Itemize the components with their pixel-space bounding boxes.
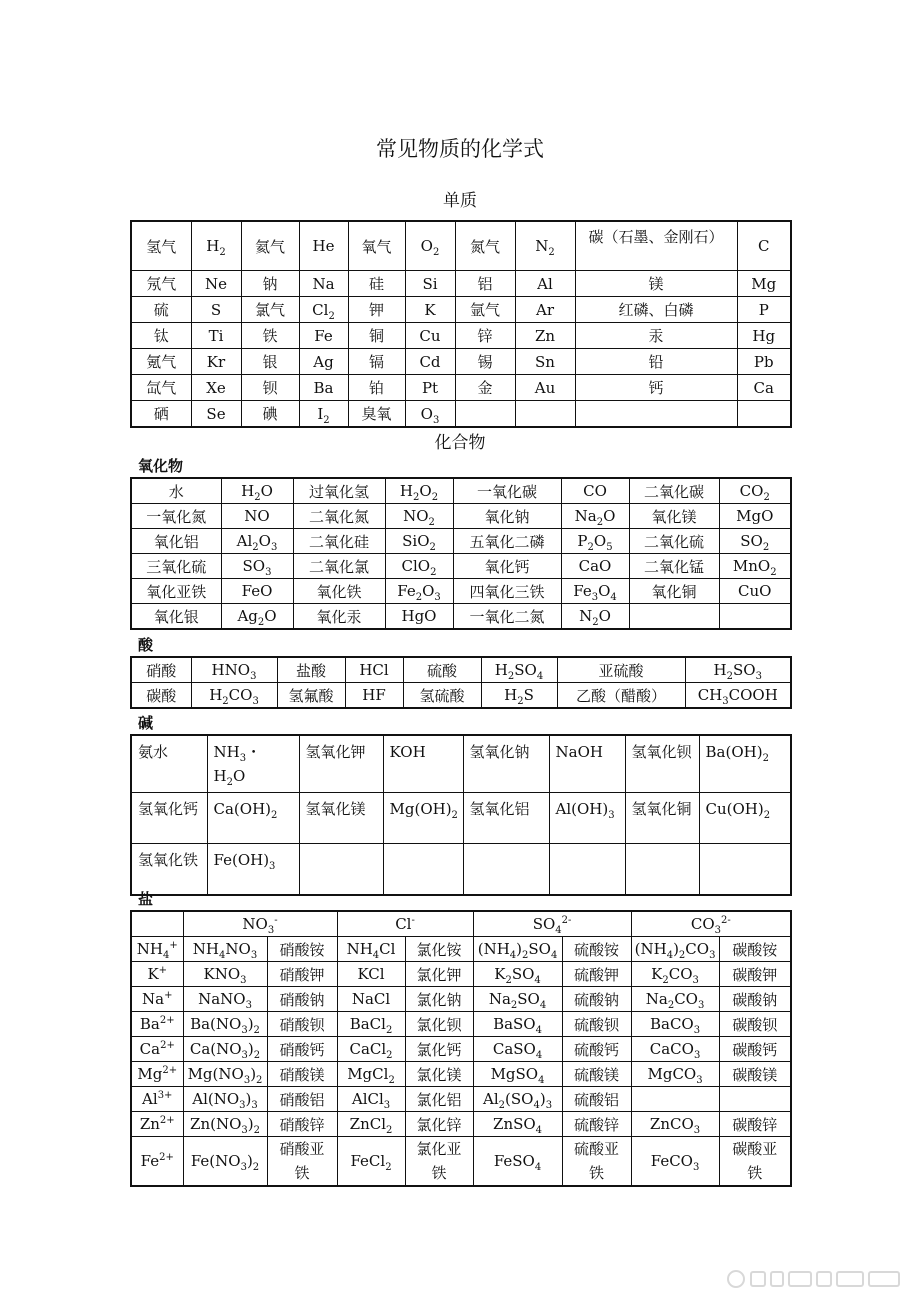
substance-name: 氦气 [241, 221, 299, 271]
chemical-formula [699, 844, 791, 896]
substance-name: 二氧化氮 [293, 504, 385, 529]
chemical-formula: $Fe_3O_4$ [561, 579, 629, 604]
chemical-formula: $H_2S$ [481, 683, 557, 709]
table-row [131, 579, 791, 604]
substance-name: 氧化银 [131, 604, 221, 630]
chemical-formula: Ar [515, 297, 575, 323]
cation-cell: $Ba^{2+}$ [131, 1012, 183, 1037]
substance-name: 氙气 [131, 375, 191, 401]
salt-name: 硝酸钙 [267, 1037, 337, 1062]
salt-name: 硫酸锌 [562, 1112, 631, 1137]
substance-name: 氯气 [241, 297, 299, 323]
chemical-formula: $Ca(NO_3)_2$ [183, 1037, 267, 1062]
chemical-formula: Ca [737, 375, 791, 401]
chemical-formula: $Na_2O$ [561, 504, 629, 529]
substance-name: 五氧化二磷 [453, 529, 561, 554]
salt-name: 碳酸锌 [719, 1112, 791, 1137]
substance-name: 铅 [575, 349, 737, 375]
chemical-formula: $K_2SO_4$ [473, 962, 562, 987]
substance-name: 钠 [241, 271, 299, 297]
chemical-formula: $N_2O$ [561, 604, 629, 630]
chemical-formula: CaCl$_2$ [337, 1037, 405, 1062]
anion-header: Cl- [337, 911, 473, 937]
chemical-formula: $Mg(NO_3)_2$ [183, 1062, 267, 1087]
elements-table [130, 220, 792, 428]
chemical-formula: $Ba(OH)_2$ [699, 735, 791, 793]
salt-name: 硫酸铝 [562, 1087, 631, 1112]
substance-name: 铁 [241, 323, 299, 349]
chemical-formula: $HNO_3$ [191, 657, 277, 683]
substance-name: 二氧化硫 [629, 529, 719, 554]
chemical-formula: ZnCl$_2$ [337, 1112, 405, 1137]
salt-name: 硝酸镁 [267, 1062, 337, 1087]
substance-name: 氢气 [131, 221, 191, 271]
substance-name [463, 844, 549, 896]
table-row [131, 375, 791, 401]
chemical-formula: NaCl [337, 987, 405, 1012]
cation-cell: K+ [131, 962, 183, 987]
substance-name: 氢硫酸 [403, 683, 481, 709]
chemical-formula: $H_2O_2$ [385, 478, 453, 504]
substance-name: 硅 [348, 271, 405, 297]
chemical-formula: $H_2$ [191, 221, 241, 271]
substance-name: 氖气 [131, 271, 191, 297]
table-row [131, 657, 791, 683]
chemical-formula: $NH_4NO_3$ [183, 937, 267, 962]
salt-name: 氯化钡 [405, 1012, 473, 1037]
chemical-formula: HF [345, 683, 403, 709]
table-row [131, 844, 791, 896]
chemical-formula: $CH_3COOH$ [685, 683, 791, 709]
chemical-formula: CaCO$_3$ [631, 1037, 719, 1062]
chemical-formula: $O_2$ [405, 221, 455, 271]
substance-name: 氢氧化铜 [625, 793, 699, 844]
substance-name: 一氧化二氮 [453, 604, 561, 630]
chemical-formula: NO [221, 504, 293, 529]
chemical-formula: CaSO$_4$ [473, 1037, 562, 1062]
substance-name: 红磷、白磷 [575, 297, 737, 323]
substance-name: 铂 [348, 375, 405, 401]
salt-name: 硝酸铵 [267, 937, 337, 962]
chemical-formula: $H_2SO_4$ [481, 657, 557, 683]
chemical-formula: $Al_2(SO_4)_3$ [473, 1087, 562, 1112]
substance-name: 镁 [575, 271, 737, 297]
chemical-formula: Se [191, 401, 241, 428]
substance-name: 水 [131, 478, 221, 504]
salt-name: 硝酸钾 [267, 962, 337, 987]
elements-section-title: 单质 [443, 191, 477, 211]
corner-cell [131, 911, 183, 937]
acids-title: 酸 [138, 636, 154, 654]
table-row [131, 504, 791, 529]
salt-name: 氯化铵 [405, 937, 473, 962]
chemical-formula: $SO_2$ [719, 529, 791, 554]
chemical-formula: AlCl$_3$ [337, 1087, 405, 1112]
substance-name: 氧气 [348, 221, 405, 271]
compounds-section-title: 化合物 [434, 433, 486, 453]
substance-name: 钾 [348, 297, 405, 323]
substance-name: 四氧化三铁 [453, 579, 561, 604]
salt-name: 硝酸亚铁 [267, 1137, 337, 1187]
substance-name: 锌 [455, 323, 515, 349]
chemical-formula: NaNO$_3$ [183, 987, 267, 1012]
substance-name: 钡 [241, 375, 299, 401]
chemical-formula: K [405, 297, 455, 323]
substance-name: 氢氟酸 [277, 683, 345, 709]
chemical-formula: $Al(NO_3)_3$ [183, 1087, 267, 1112]
substance-name [575, 401, 737, 428]
substance-name: 硒 [131, 401, 191, 428]
oxides-table [130, 477, 792, 630]
chemical-formula: $KNO_3$ [183, 962, 267, 987]
chemical-formula: $I_2$ [299, 401, 348, 428]
chemical-formula: NaOH [549, 735, 625, 793]
chemical-formula: Zn [515, 323, 575, 349]
salt-name: 氯化钾 [405, 962, 473, 987]
substance-name: 一氧化碳 [453, 478, 561, 504]
substance-name: 碘 [241, 401, 299, 428]
chemical-formula: $Ag_2O$ [221, 604, 293, 630]
substance-name: 氧化铝 [131, 529, 221, 554]
substance-name: 硫酸 [403, 657, 481, 683]
table-row [131, 349, 791, 375]
salt-name: 碳酸钡 [719, 1012, 791, 1037]
table-row [131, 987, 791, 1012]
chemical-formula: Cd [405, 349, 455, 375]
table-row [131, 554, 791, 579]
chemical-formula: $Ba(NO_3)_2$ [183, 1012, 267, 1037]
chemical-formula: $H_2SO_3$ [685, 657, 791, 683]
substance-name [629, 604, 719, 630]
salt-name: 硫酸镁 [562, 1062, 631, 1087]
substance-name: 氧化汞 [293, 604, 385, 630]
chemical-formula: MgCl$_2$ [337, 1062, 405, 1087]
chemical-formula: $P_2O_5$ [561, 529, 629, 554]
salt-name: 碳酸钠 [719, 987, 791, 1012]
substance-name: 氢氧化镁 [299, 793, 383, 844]
table-row [131, 323, 791, 349]
chemical-formula: $K_2CO_3$ [631, 962, 719, 987]
substance-name: 氢氧化铁 [131, 844, 207, 896]
chemical-formula: KCl [337, 962, 405, 987]
substance-name: 氧化镁 [629, 504, 719, 529]
bases-title: 碱 [138, 714, 154, 732]
salt-name: 碳酸镁 [719, 1062, 791, 1087]
anion-header: $CO_3^{2-}$ [631, 911, 791, 937]
salt-name: 硫酸铵 [562, 937, 631, 962]
chemical-formula: $Ca(OH)_2$ [207, 793, 299, 844]
chemical-formula: FeSO$_4$ [473, 1137, 562, 1187]
chemical-formula: Fe [299, 323, 348, 349]
chemical-formula: MnO$_2$ [719, 554, 791, 579]
substance-name: 氧化铁 [293, 579, 385, 604]
chemical-formula: C [737, 221, 791, 271]
chemical-formula: Ne [191, 271, 241, 297]
salt-name: 氯化铝 [405, 1087, 473, 1112]
chemical-formula: MgSO$_4$ [473, 1062, 562, 1087]
chemical-formula: Si [405, 271, 455, 297]
chemical-formula: HgO [385, 604, 453, 630]
substance-name: 二氧化氯 [293, 554, 385, 579]
chemical-formula [515, 401, 575, 428]
chemical-formula: Al [515, 271, 575, 297]
chemical-formula: $Fe_2O_3$ [385, 579, 453, 604]
substance-name: 氨水 [131, 735, 207, 793]
substance-name: 碳酸 [131, 683, 191, 709]
chemical-formula: $Fe(NO_3)_2$ [183, 1137, 267, 1187]
salt-name: 氯化亚铁 [405, 1137, 473, 1187]
substance-name: 氧化铜 [629, 579, 719, 604]
header-row [131, 911, 791, 937]
substance-name: 氢氧化钡 [625, 735, 699, 793]
anion-header: $SO_4^{2-}$ [473, 911, 631, 937]
substance-name: 碳（石墨、金刚石） [575, 221, 737, 271]
salt-name: 硫酸钾 [562, 962, 631, 987]
substance-name: 三氧化硫 [131, 554, 221, 579]
cation-cell: $Mg^{2+}$ [131, 1062, 183, 1087]
table-row [131, 937, 791, 962]
table-row [131, 604, 791, 630]
chemical-formula: S [191, 297, 241, 323]
page-title: 常见物质的化学式 [376, 137, 544, 161]
substance-name: 钙 [575, 375, 737, 401]
substance-name [299, 844, 383, 896]
substance-name: 氢氧化铝 [463, 793, 549, 844]
table-row [131, 529, 791, 554]
substance-name: 乙酸（醋酸） [557, 683, 685, 709]
table-row [131, 1112, 791, 1137]
watermark-logo [725, 1268, 905, 1290]
salt-name: 硝酸钡 [267, 1012, 337, 1037]
chemical-formula: Ti [191, 323, 241, 349]
substance-name: 钛 [131, 323, 191, 349]
substance-name: 镉 [348, 349, 405, 375]
chemical-formula: He [299, 221, 348, 271]
salt-name: 硫酸钙 [562, 1037, 631, 1062]
chemical-formula [719, 604, 791, 630]
salt-name: 氯化钠 [405, 987, 473, 1012]
substance-name: 锡 [455, 349, 515, 375]
chemical-formula: Na [299, 271, 348, 297]
substance-name: 汞 [575, 323, 737, 349]
substance-name: 氧化钙 [453, 554, 561, 579]
chemical-formula: $(NH_4)_2SO_4$ [473, 937, 562, 962]
substance-name: 氪气 [131, 349, 191, 375]
chemical-formula: $Al(OH)_3$ [549, 793, 625, 844]
salt-name: 硫酸亚铁 [562, 1137, 631, 1187]
chemical-formula: $O_3$ [405, 401, 455, 428]
cation-cell: $Fe^{2+}$ [131, 1137, 183, 1187]
chemical-formula: Cu [405, 323, 455, 349]
substance-name: 亚硫酸 [557, 657, 685, 683]
chemical-formula: BaSO$_4$ [473, 1012, 562, 1037]
chemical-formula: $Zn(NO_3)_2$ [183, 1112, 267, 1137]
salt-name: 硝酸钠 [267, 987, 337, 1012]
chemical-formula: $Na_2CO_3$ [631, 987, 719, 1012]
chemical-formula: CO [561, 478, 629, 504]
chemical-formula: BaCl$_2$ [337, 1012, 405, 1037]
chemical-formula: $(NH_4)_2CO_3$ [631, 937, 719, 962]
chemical-formula: KOH [383, 735, 463, 793]
substance-name [625, 844, 699, 896]
substance-name: 氢氧化钾 [299, 735, 383, 793]
table-row [131, 478, 791, 504]
chemical-formula: CaO [561, 554, 629, 579]
salt-name: 硝酸铝 [267, 1087, 337, 1112]
chemical-formula: $Fe(OH)_3$ [207, 844, 299, 896]
table-row [131, 221, 791, 271]
chemical-formula: Ag [299, 349, 348, 375]
salt-name: 氯化钙 [405, 1037, 473, 1062]
chemical-formula: FeCl$_2$ [337, 1137, 405, 1187]
chemical-formula [631, 1087, 719, 1112]
cation-cell: $Zn^{2+}$ [131, 1112, 183, 1137]
chemical-formula: ZnSO$_4$ [473, 1112, 562, 1137]
salt-name: 碳酸铵 [719, 937, 791, 962]
substance-name: 氩气 [455, 297, 515, 323]
substance-name: 氧化钠 [453, 504, 561, 529]
cation-cell: $Ca^{2+}$ [131, 1037, 183, 1062]
substance-name: 氮气 [455, 221, 515, 271]
chemical-formula: Xe [191, 375, 241, 401]
oxides-title: 氧化物 [138, 457, 184, 475]
salt-name [719, 1087, 791, 1112]
substance-name: 二氧化碳 [629, 478, 719, 504]
substance-name: 二氧化锰 [629, 554, 719, 579]
substance-name: 过氧化氢 [293, 478, 385, 504]
substance-name: 金 [455, 375, 515, 401]
salt-name: 硫酸钠 [562, 987, 631, 1012]
substance-name: 氧化亚铁 [131, 579, 221, 604]
salt-name: 硝酸锌 [267, 1112, 337, 1137]
substance-name: 氢氧化钙 [131, 793, 207, 844]
cation-cell: $Al^{3+}$ [131, 1087, 183, 1112]
substance-name: 一氧化氮 [131, 504, 221, 529]
chemical-formula [737, 401, 791, 428]
substance-name: 盐酸 [277, 657, 345, 683]
chemical-formula [549, 844, 625, 896]
table-row [131, 962, 791, 987]
table-row [131, 1087, 791, 1112]
anion-header: $NO_3^-$ [183, 911, 337, 937]
salts-table [130, 910, 792, 1187]
chemical-formula: $H_2O$ [221, 478, 293, 504]
salt-name: 氯化锌 [405, 1112, 473, 1137]
table-row [131, 793, 791, 844]
table-row [131, 1012, 791, 1037]
chemical-formula: Pb [737, 349, 791, 375]
substance-name: 二氧化硅 [293, 529, 385, 554]
substance-name [455, 401, 515, 428]
chemical-formula: $Cl_2$ [299, 297, 348, 323]
substance-name: 臭氧 [348, 401, 405, 428]
substance-name: 铝 [455, 271, 515, 297]
chemical-formula: MgCO$_3$ [631, 1062, 719, 1087]
chemical-formula: $CO_2$ [719, 478, 791, 504]
chemical-formula: $NH_3$・$H_2O$ [207, 735, 299, 793]
table-row [131, 683, 791, 709]
chemical-formula: $SO_3$ [221, 554, 293, 579]
table-row [131, 297, 791, 323]
chemical-formula: P [737, 297, 791, 323]
chemical-formula: FeO [221, 579, 293, 604]
chemical-formula: Hg [737, 323, 791, 349]
chemical-formula: $H_2CO_3$ [191, 683, 277, 709]
chemical-formula: Pt [405, 375, 455, 401]
table-row [131, 1137, 791, 1187]
table-row [131, 1062, 791, 1087]
chemical-formula: FeCO$_3$ [631, 1137, 719, 1187]
bases-table [130, 734, 792, 896]
chemical-formula: Ba [299, 375, 348, 401]
salt-name: 碳酸钾 [719, 962, 791, 987]
table-row [131, 1037, 791, 1062]
table-row [131, 271, 791, 297]
chemical-formula: SiO$_2$ [385, 529, 453, 554]
chemical-formula: $N_2$ [515, 221, 575, 271]
salt-name: 碳酸亚铁 [719, 1137, 791, 1187]
table-row [131, 401, 791, 428]
acids-table [130, 656, 792, 709]
substance-name: 硫 [131, 297, 191, 323]
cation-cell: Na+ [131, 987, 183, 1012]
chemical-formula: $Al_2O_3$ [221, 529, 293, 554]
chemical-formula: $Na_2SO_4$ [473, 987, 562, 1012]
salt-name: 碳酸钙 [719, 1037, 791, 1062]
chemical-formula: $Cu(OH)_2$ [699, 793, 791, 844]
chemical-formula: ClO$_2$ [385, 554, 453, 579]
salts-title: 盐 [138, 890, 154, 908]
chemical-formula: MgO [719, 504, 791, 529]
chemical-formula: BaCO$_3$ [631, 1012, 719, 1037]
table-row [131, 735, 791, 793]
chemical-formula: $NH_4Cl$ [337, 937, 405, 962]
substance-name: 硝酸 [131, 657, 191, 683]
substance-name: 铜 [348, 323, 405, 349]
chemical-formula: ZnCO$_3$ [631, 1112, 719, 1137]
chemical-formula: Mg [737, 271, 791, 297]
substance-name: 银 [241, 349, 299, 375]
substance-name: 氢氧化钠 [463, 735, 549, 793]
chemical-formula: Kr [191, 349, 241, 375]
chemical-formula: CuO [719, 579, 791, 604]
salt-name: 氯化镁 [405, 1062, 473, 1087]
chemical-formula: Au [515, 375, 575, 401]
chemical-formula [383, 844, 463, 896]
chemical-formula: $NO_2$ [385, 504, 453, 529]
chemical-formula: HCl [345, 657, 403, 683]
cation-cell: $NH_4^+$ [131, 937, 183, 962]
salt-name: 硫酸钡 [562, 1012, 631, 1037]
chemical-formula: Sn [515, 349, 575, 375]
chemical-formula: $Mg(OH)_2$ [383, 793, 463, 844]
